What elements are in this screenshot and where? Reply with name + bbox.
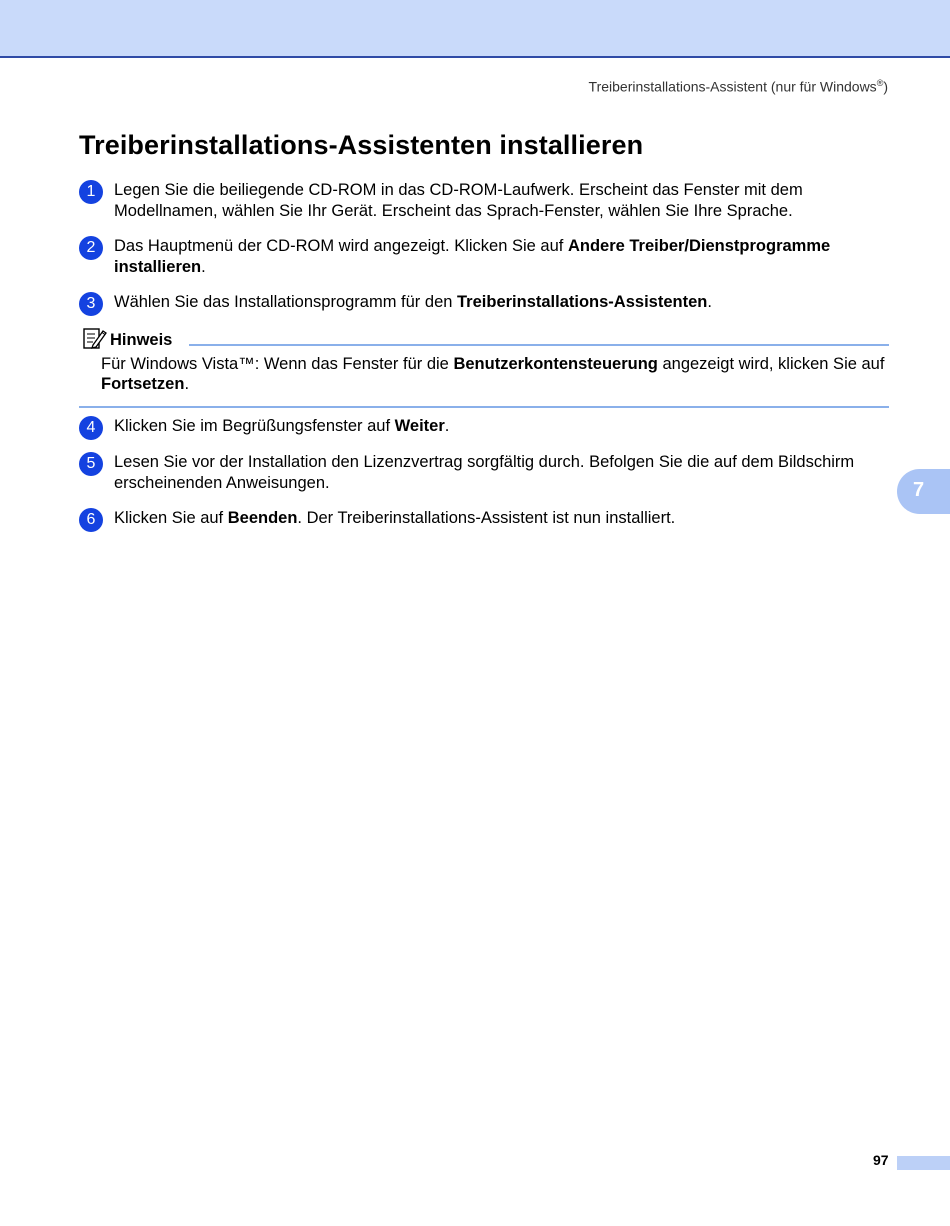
note-text-bold: Benutzerkontensteuerung (453, 355, 658, 373)
step-text (114, 416, 879, 437)
chapter-number: 7 (913, 479, 925, 501)
page-title: Treiberinstallations-Assistenten installieren (79, 130, 644, 160)
step-number: 3 (79, 292, 103, 316)
step-number: 5 (79, 452, 103, 476)
note-text (101, 354, 891, 394)
step-text-part: Lesen Sie vor der Installation den Lizenzvertrag sorgfältig durch. Befolgen Sie die auf dem Bildschirm erscheinenden Anweisungen. (114, 453, 855, 492)
step-number: 1 (79, 180, 103, 204)
step-text (114, 292, 879, 313)
step-text-part: Wählen Sie das Installationsprogramm für den (114, 293, 458, 311)
step-text-part: . Der Treiberinstallations-Assistent ist nun installiert. (297, 509, 676, 527)
step-text-part: Klicken Sie im Begrüßungsfenster auf (114, 417, 395, 435)
top-color-band (0, 0, 950, 58)
note-divider (189, 344, 889, 346)
note-box (79, 326, 889, 408)
chapter-tab (897, 469, 950, 514)
step-2 (79, 236, 879, 278)
note-text-part: . (184, 375, 190, 393)
step-text-bold: Beenden (227, 509, 298, 527)
step-number: 4 (79, 416, 103, 440)
note-text-bold: Fortsetzen (101, 375, 185, 393)
page-number-bar (897, 1156, 950, 1170)
note-text-part: angezeigt wird, klicken Sie auf (657, 355, 885, 373)
step-text-part: . (707, 293, 712, 311)
step-text (114, 508, 879, 529)
note-text-part: Für Windows Vista™: Wenn das Fenster für die (101, 355, 454, 373)
step-1 (79, 180, 879, 222)
step-6 (79, 508, 879, 529)
step-text-bold: Andere Treiber/Dienstprogramme installieren (114, 237, 831, 276)
step-text-part: Klicken Sie auf (114, 509, 228, 527)
step-text-bold: Treiberinstallations-Assistenten (457, 293, 708, 311)
step-text-part: . (201, 258, 206, 276)
note-pencil-icon (81, 326, 107, 352)
step-4 (79, 416, 879, 437)
step-3 (79, 292, 879, 313)
running-header-close: ) (883, 78, 888, 95)
registered-mark: ® (876, 78, 884, 88)
step-text (114, 236, 879, 278)
step-text-part: Legen Sie die beiliegende CD-ROM in das CD-ROM-Laufwerk. Erscheint das Fenster mit dem Modellnamen, wählen Sie Ihr Gerät. Erscheint das Sprach-Fenster, wählen Sie Ihre Sprache. (114, 181, 803, 220)
step-number: 6 (79, 508, 103, 532)
note-title: Hinweis (110, 331, 173, 349)
step-text-part: . (444, 417, 450, 435)
page-number: 97 (873, 1152, 889, 1168)
running-header-title: Treiberinstallations-Assistent (nur für Windows (588, 78, 877, 95)
running-header (589, 78, 888, 95)
step-text (114, 180, 879, 222)
step-text (114, 452, 879, 494)
step-5 (79, 452, 879, 494)
step-text-bold: Weiter (394, 417, 445, 435)
step-number: 2 (79, 236, 103, 260)
step-text-part: Das Hauptmenü der CD-ROM wird angezeigt. Klicken Sie auf (114, 237, 568, 255)
